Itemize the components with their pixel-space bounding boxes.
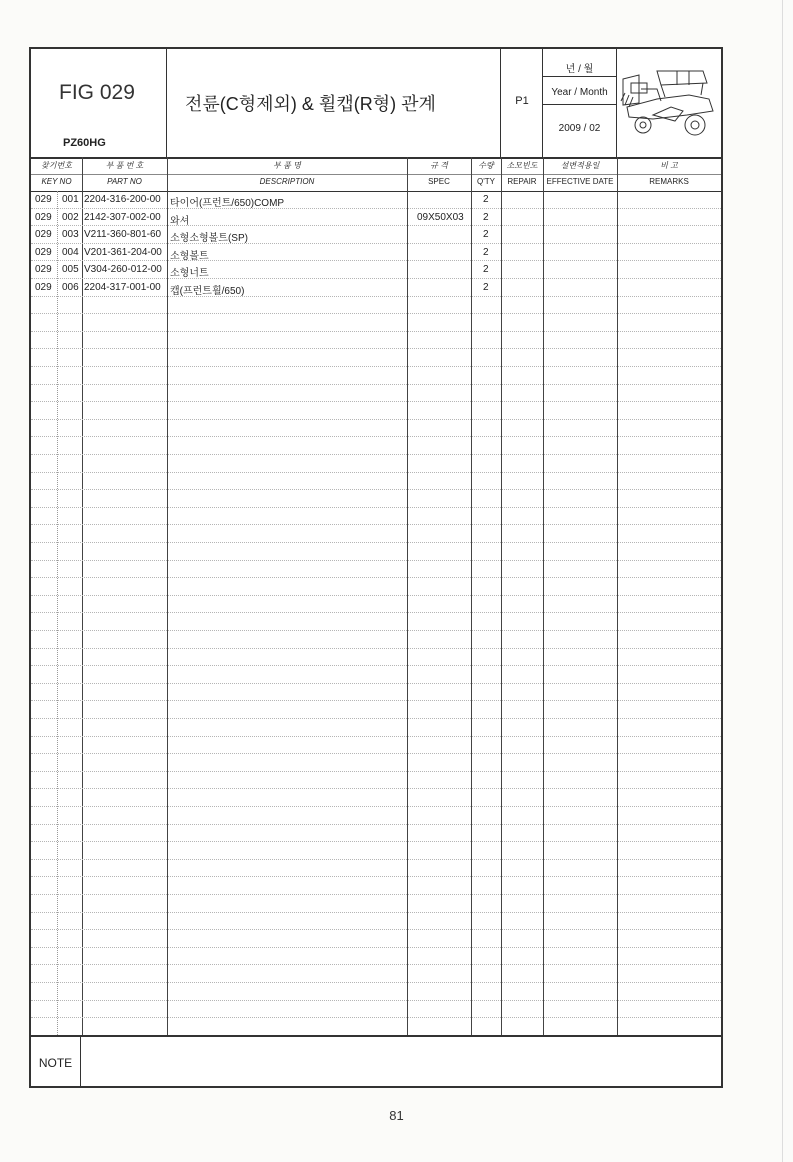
empty-row bbox=[31, 561, 721, 579]
cell-qty: 2 bbox=[483, 229, 489, 241]
cell-qty: 2 bbox=[483, 282, 489, 293]
table-row bbox=[31, 226, 721, 244]
empty-row bbox=[31, 490, 721, 508]
cell-description: 소형너트 bbox=[170, 268, 209, 280]
table-row bbox=[31, 244, 721, 262]
empty-row bbox=[31, 684, 721, 702]
column-qty: 수량 Q'TY bbox=[477, 161, 495, 186]
table-row bbox=[31, 279, 721, 297]
empty-row bbox=[31, 983, 721, 1001]
cell-part-no: 2204-316-200-00 bbox=[84, 194, 161, 205]
empty-row bbox=[31, 402, 721, 420]
cell-part-no: V211-360-801-60 bbox=[84, 229, 162, 241]
empty-row bbox=[31, 1001, 721, 1019]
empty-row bbox=[31, 877, 721, 895]
cell-part-no: V201-361-204-00 bbox=[84, 246, 162, 258]
empty-row bbox=[31, 631, 721, 649]
empty-row bbox=[31, 596, 721, 614]
column-part-no: 부 품 번 호 PART NO bbox=[105, 161, 144, 186]
empty-row bbox=[31, 420, 721, 438]
divider bbox=[543, 104, 616, 105]
empty-row bbox=[31, 455, 721, 473]
divider bbox=[543, 76, 616, 77]
cell-part-no: 2142-307-002-00 bbox=[84, 211, 161, 223]
machine-picture-cell bbox=[617, 49, 721, 157]
cell-description: 소형소형볼트(SP) bbox=[170, 233, 248, 245]
empty-row bbox=[31, 525, 721, 543]
empty-row bbox=[31, 297, 721, 315]
empty-row bbox=[31, 314, 721, 332]
empty-row bbox=[31, 385, 721, 403]
empty-row bbox=[31, 349, 721, 367]
cell-key-no: 004 bbox=[62, 246, 79, 258]
cell-key-no: 003 bbox=[62, 229, 79, 241]
empty-row bbox=[31, 508, 721, 526]
empty-row bbox=[31, 895, 721, 913]
cell-description: 소형볼트 bbox=[170, 250, 209, 262]
empty-row bbox=[31, 754, 721, 772]
cell-description: 타이어(프런트/650)COMP bbox=[170, 198, 285, 209]
page-edge-shadow bbox=[782, 0, 783, 1162]
column-spec: 규 격 SPEC bbox=[428, 161, 450, 186]
empty-row bbox=[31, 649, 721, 667]
cell-part-no: 2204-317-001-00 bbox=[84, 282, 161, 293]
cell-description: 와셔 bbox=[170, 215, 190, 227]
empty-row bbox=[31, 578, 721, 596]
empty-row bbox=[31, 701, 721, 719]
revision-date: 2009 / 02 bbox=[558, 123, 601, 134]
empty-row bbox=[31, 789, 721, 807]
cell-qty: 2 bbox=[483, 211, 489, 223]
empty-row bbox=[31, 473, 721, 491]
column-key-no: 찾기번호 KEY NO bbox=[41, 161, 72, 186]
empty-row bbox=[31, 613, 721, 631]
empty-row bbox=[31, 807, 721, 825]
column-repair: 소모빈도 REPAIR bbox=[506, 161, 538, 186]
cell-qty: 2 bbox=[483, 246, 489, 258]
cell-qty: 2 bbox=[483, 194, 489, 205]
column-remarks: 비 고 REMARKS bbox=[649, 161, 689, 186]
empty-row bbox=[31, 737, 721, 755]
parts-table-body bbox=[31, 191, 721, 1035]
cell-key-no: 001 bbox=[62, 194, 79, 205]
page-title-text: 전륜(C형제외) & 휠캡(R형) 관계 bbox=[185, 94, 436, 114]
empty-row bbox=[31, 1018, 721, 1036]
empty-row bbox=[31, 332, 721, 350]
sheet-header bbox=[31, 49, 721, 159]
year-month-label-ko: 년 / 월 bbox=[565, 64, 594, 75]
cell-key-no: 002 bbox=[62, 211, 79, 223]
table-row bbox=[31, 191, 721, 209]
cell-part-no: V304-260-012-00 bbox=[84, 264, 162, 276]
table-row bbox=[31, 261, 721, 279]
empty-row bbox=[31, 666, 721, 684]
note-area bbox=[31, 1035, 721, 1088]
cell-fig-no: 029 bbox=[35, 246, 52, 258]
parts-sheet bbox=[29, 47, 723, 1088]
figure-number: FIG 029 bbox=[59, 81, 135, 104]
empty-row bbox=[31, 930, 721, 948]
empty-row bbox=[31, 543, 721, 561]
column-description: 부 품 명 DESCRIPTION bbox=[259, 161, 315, 186]
cell-key-no: 006 bbox=[62, 282, 79, 293]
model-name: PZ60HG bbox=[63, 137, 106, 149]
page-title bbox=[167, 49, 501, 157]
empty-row bbox=[31, 719, 721, 737]
page-indicator-cell bbox=[501, 49, 543, 157]
empty-row bbox=[31, 860, 721, 878]
empty-row bbox=[31, 842, 721, 860]
cell-fig-no: 029 bbox=[35, 229, 52, 241]
cell-fig-no: 029 bbox=[35, 282, 52, 293]
empty-row bbox=[31, 948, 721, 966]
empty-row bbox=[31, 965, 721, 983]
empty-row bbox=[31, 772, 721, 790]
column-effective-date: 설변적용일 EFFECTIVE DATE bbox=[546, 161, 614, 186]
machine-icon bbox=[617, 49, 721, 157]
cell-spec: 09X50X03 bbox=[417, 211, 464, 223]
cell-fig-no: 029 bbox=[35, 264, 52, 276]
cell-fig-no: 029 bbox=[35, 211, 52, 223]
empty-row bbox=[31, 825, 721, 843]
figure-cell bbox=[31, 49, 167, 157]
empty-row bbox=[31, 367, 721, 385]
empty-row bbox=[31, 437, 721, 455]
cell-description: 캡(프런트휠/650) bbox=[170, 286, 245, 297]
cell-qty: 2 bbox=[483, 264, 489, 276]
empty-row bbox=[31, 913, 721, 931]
cell-key-no: 005 bbox=[62, 264, 79, 276]
cell-fig-no: 029 bbox=[35, 194, 52, 205]
page-number: 81 bbox=[389, 1108, 404, 1123]
year-month-cell bbox=[543, 49, 617, 157]
note-label: NOTE bbox=[31, 1037, 81, 1088]
table-row bbox=[31, 209, 721, 227]
page-indicator: P1 bbox=[515, 95, 529, 107]
year-month-label-en: Year / Month bbox=[551, 87, 608, 98]
